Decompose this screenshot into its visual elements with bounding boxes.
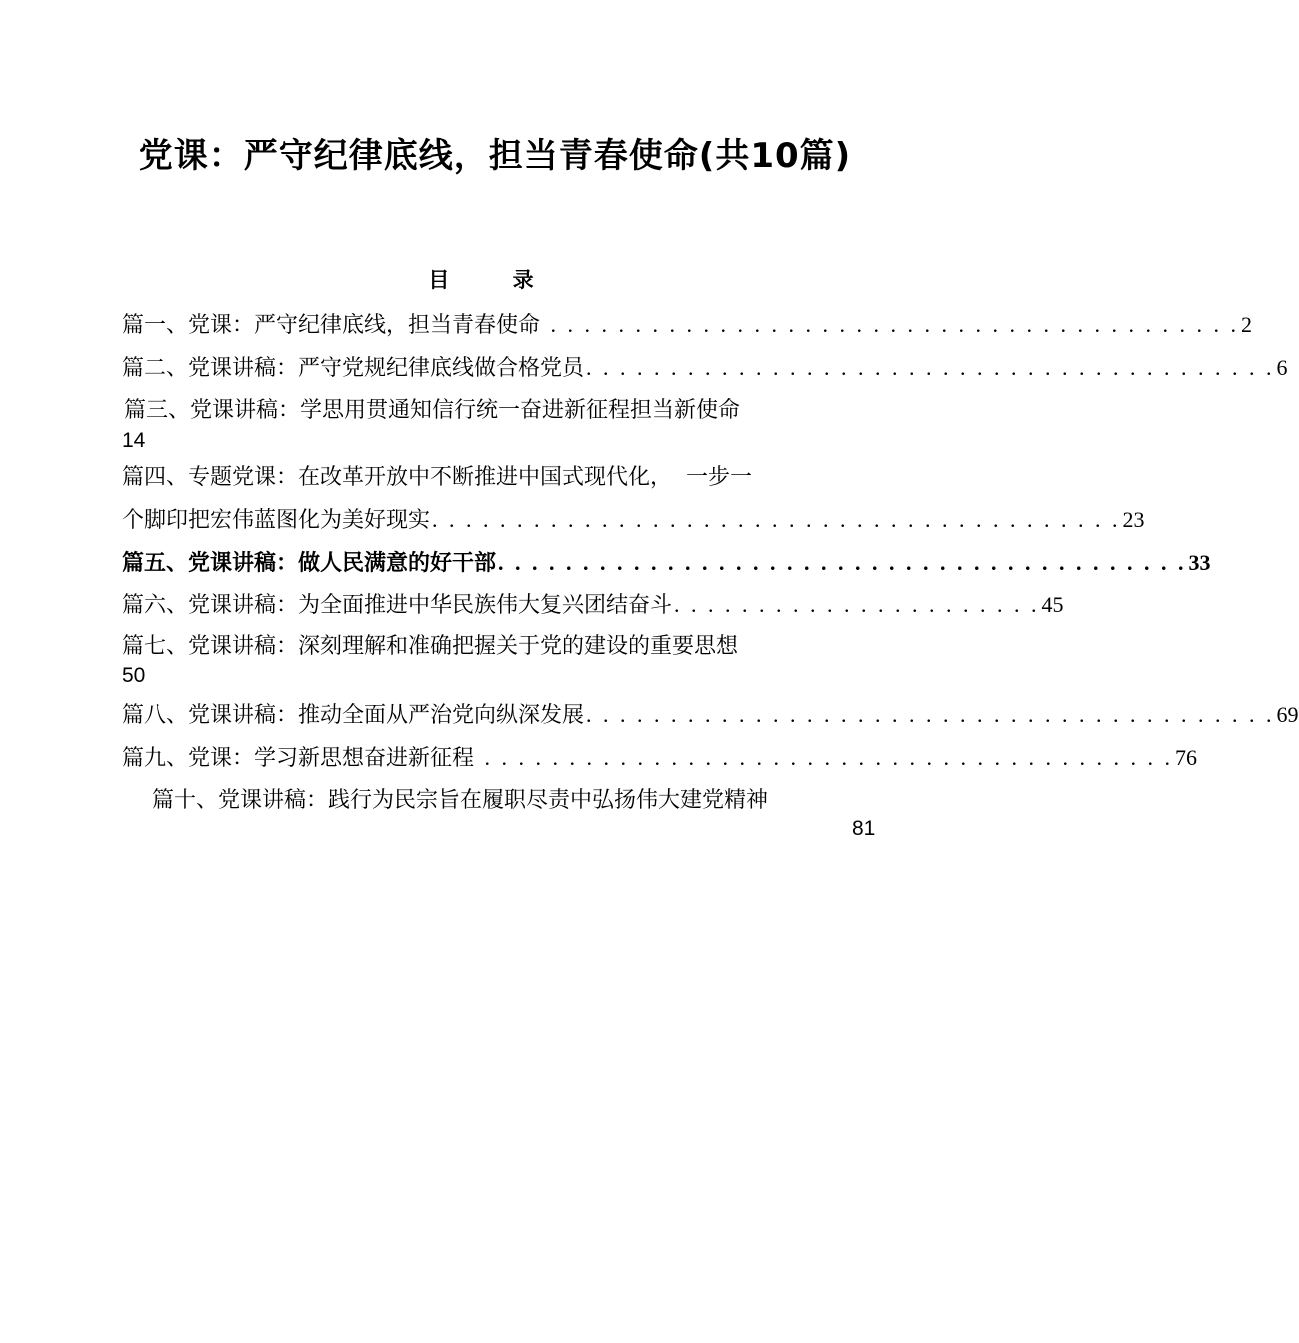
toc-entry-page: 45	[1041, 592, 1064, 617]
toc-entry-1[interactable]	[122, 310, 1253, 341]
toc-leader-dots: . . . . . . . . . . . . . . . . . . . . . . . . . . . . . . . . . . . . . . . . .	[498, 550, 1187, 575]
toc-entry-label: 篇九、党课：学习新思想奋进新征程	[122, 746, 475, 771]
toc-leader-dots: . . . . . . . . . . . . . . . . . . . . . . . . . . . . . . . . . . . . . . . . .	[432, 507, 1121, 532]
toc-entry-page: 76	[1175, 745, 1198, 770]
toc-entry-2[interactable]	[122, 353, 1288, 384]
toc-entry-page: 6	[1276, 355, 1288, 380]
toc-heading: 目 录	[428, 268, 562, 292]
toc-entry-page: 69	[1276, 702, 1299, 727]
toc-entry-7-page: 50	[122, 664, 146, 687]
toc-entry-5[interactable]	[122, 548, 1211, 579]
toc-entry-7[interactable]: 篇七、党课讲稿：深刻理解和准确把握关于党的建设的重要思想	[122, 634, 739, 659]
toc-entry-label: 篇二、党课讲稿：严守党规纪律底线做合格党员	[122, 356, 585, 381]
toc-entry-10-page: 81	[852, 817, 876, 840]
toc-leader-dots: . . . . . . . . . . . . . . . . . . . . . . . . . . . . . . . . . . . . . . . . .	[542, 312, 1240, 337]
toc-entry-label: 篇一、党课：严守纪律底线，担当青春使命	[122, 313, 541, 338]
toc-leader-dots: . . . . . . . . . . . . . . . . . . . . . . . . . . . . . . . . . . . . . . . . .	[476, 745, 1174, 770]
toc-entry-9[interactable]	[122, 743, 1198, 774]
toc-leader-dots: . . . . . . . . . . . . . . . . . . . . . . . . . . . . . . . . . . . . . . . . .	[586, 702, 1275, 727]
toc-entry-10[interactable]: 篇十、党课讲稿：践行为民宗旨在履职尽责中弘扬伟大建党精神	[152, 788, 769, 813]
toc-entry-page: 33	[1188, 550, 1211, 575]
toc-entry-label: 篇六、党课讲稿：为全面推进中华民族伟大复兴团结奋斗	[122, 593, 673, 618]
toc-entry-4[interactable]: 篇四、专题党课：在改革开放中不断推进中国式现代化， 一步一	[122, 465, 752, 490]
document-title: 党课：严守纪律底线，担当青春使命(共10篇)	[138, 136, 852, 176]
toc-leader-dots: . . . . . . . . . . . . . . . . . . . . . .	[674, 592, 1040, 617]
toc-entry-label: 篇五、党课讲稿：做人民满意的好干部	[122, 551, 497, 576]
toc-entry-3[interactable]: 篇三、党课讲稿：学思用贯通知信行统一奋进新征程担当新使命	[124, 398, 741, 423]
toc-entry-3-page: 14	[122, 429, 146, 452]
toc-leader-dots: . . . . . . . . . . . . . . . . . . . . . . . . . . . . . . . . . . . . . . . . .	[586, 355, 1275, 380]
toc-entry-page: 23	[1122, 507, 1145, 532]
toc-entry-label: 篇八、党课讲稿：推动全面从严治党向纵深发展	[122, 703, 585, 728]
toc-entry-4-cont[interactable]	[122, 505, 1145, 536]
toc-entry-8[interactable]	[122, 700, 1299, 731]
toc-entry-page: 2	[1241, 312, 1253, 337]
toc-entry-label: 个脚印把宏伟蓝图化为美好现实	[122, 508, 431, 533]
toc-entry-6[interactable]	[122, 590, 1064, 621]
